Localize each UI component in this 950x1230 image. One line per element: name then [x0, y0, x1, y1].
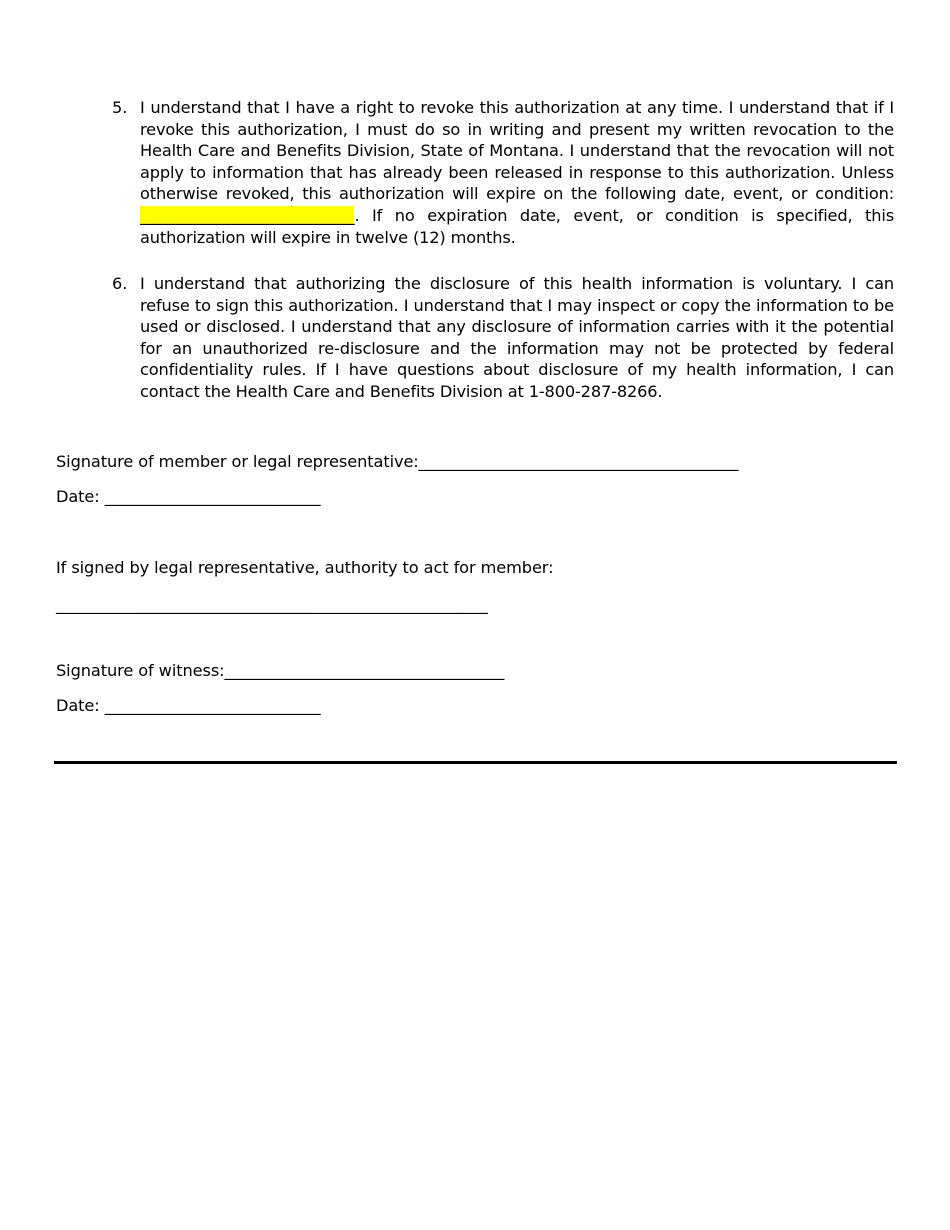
item-number: 6. [112, 274, 128, 293]
list-item-5 [112, 97, 894, 248]
item-number: 5. [112, 98, 128, 117]
item-5-text [140, 97, 894, 248]
witness-date-field[interactable]: Date: ___________________________ [56, 696, 321, 715]
authority-label: If signed by legal representative, authority to act for member: [56, 558, 554, 577]
list-item-6 [112, 273, 894, 403]
member-date-field[interactable]: Date: ___________________________ [56, 487, 321, 506]
authority-field[interactable]: ______________________________________________________ [56, 595, 488, 614]
witness-signature-field[interactable]: Signature of witness:___________________________________ [56, 661, 505, 680]
bottom-divider [54, 761, 897, 764]
item-6-text: I understand that authorizing the disclosure of this health information is voluntary. I can refuse to sign this authorization. I understand that I may inspect or copy the information to be used or disclosed. I understand that any disclosure of information carries with it the potential for an unauthorized re-disclosure and the information may not be protected by federal confidentiality rules. If I have questions about disclosure of my health information, I can contact the Health Care and Benefits Division at 1-800-287-8266. [140, 274, 894, 401]
member-signature-field[interactable]: Signature of member or legal representative:________________________________________ [56, 452, 739, 471]
item-5-text-before: I understand that I have a right to revoke this authorization at any time. I understand that if I revoke this authorization, I must do so in writing and present my written revocation to the Health Care and Benefits Division, State of Montana. I understand that the revocation will not apply to information that has already been released in response to this authorization. Unless otherwise revoked, this authorization will expire on the following date, event, or condition: [140, 98, 894, 204]
expiration-condition-field[interactable]: ___________________________ [140, 205, 355, 225]
item-5-text-after: . If no expiration date, event, or condition is specified, this authorization will expire in twelve (12) months. [140, 205, 894, 247]
